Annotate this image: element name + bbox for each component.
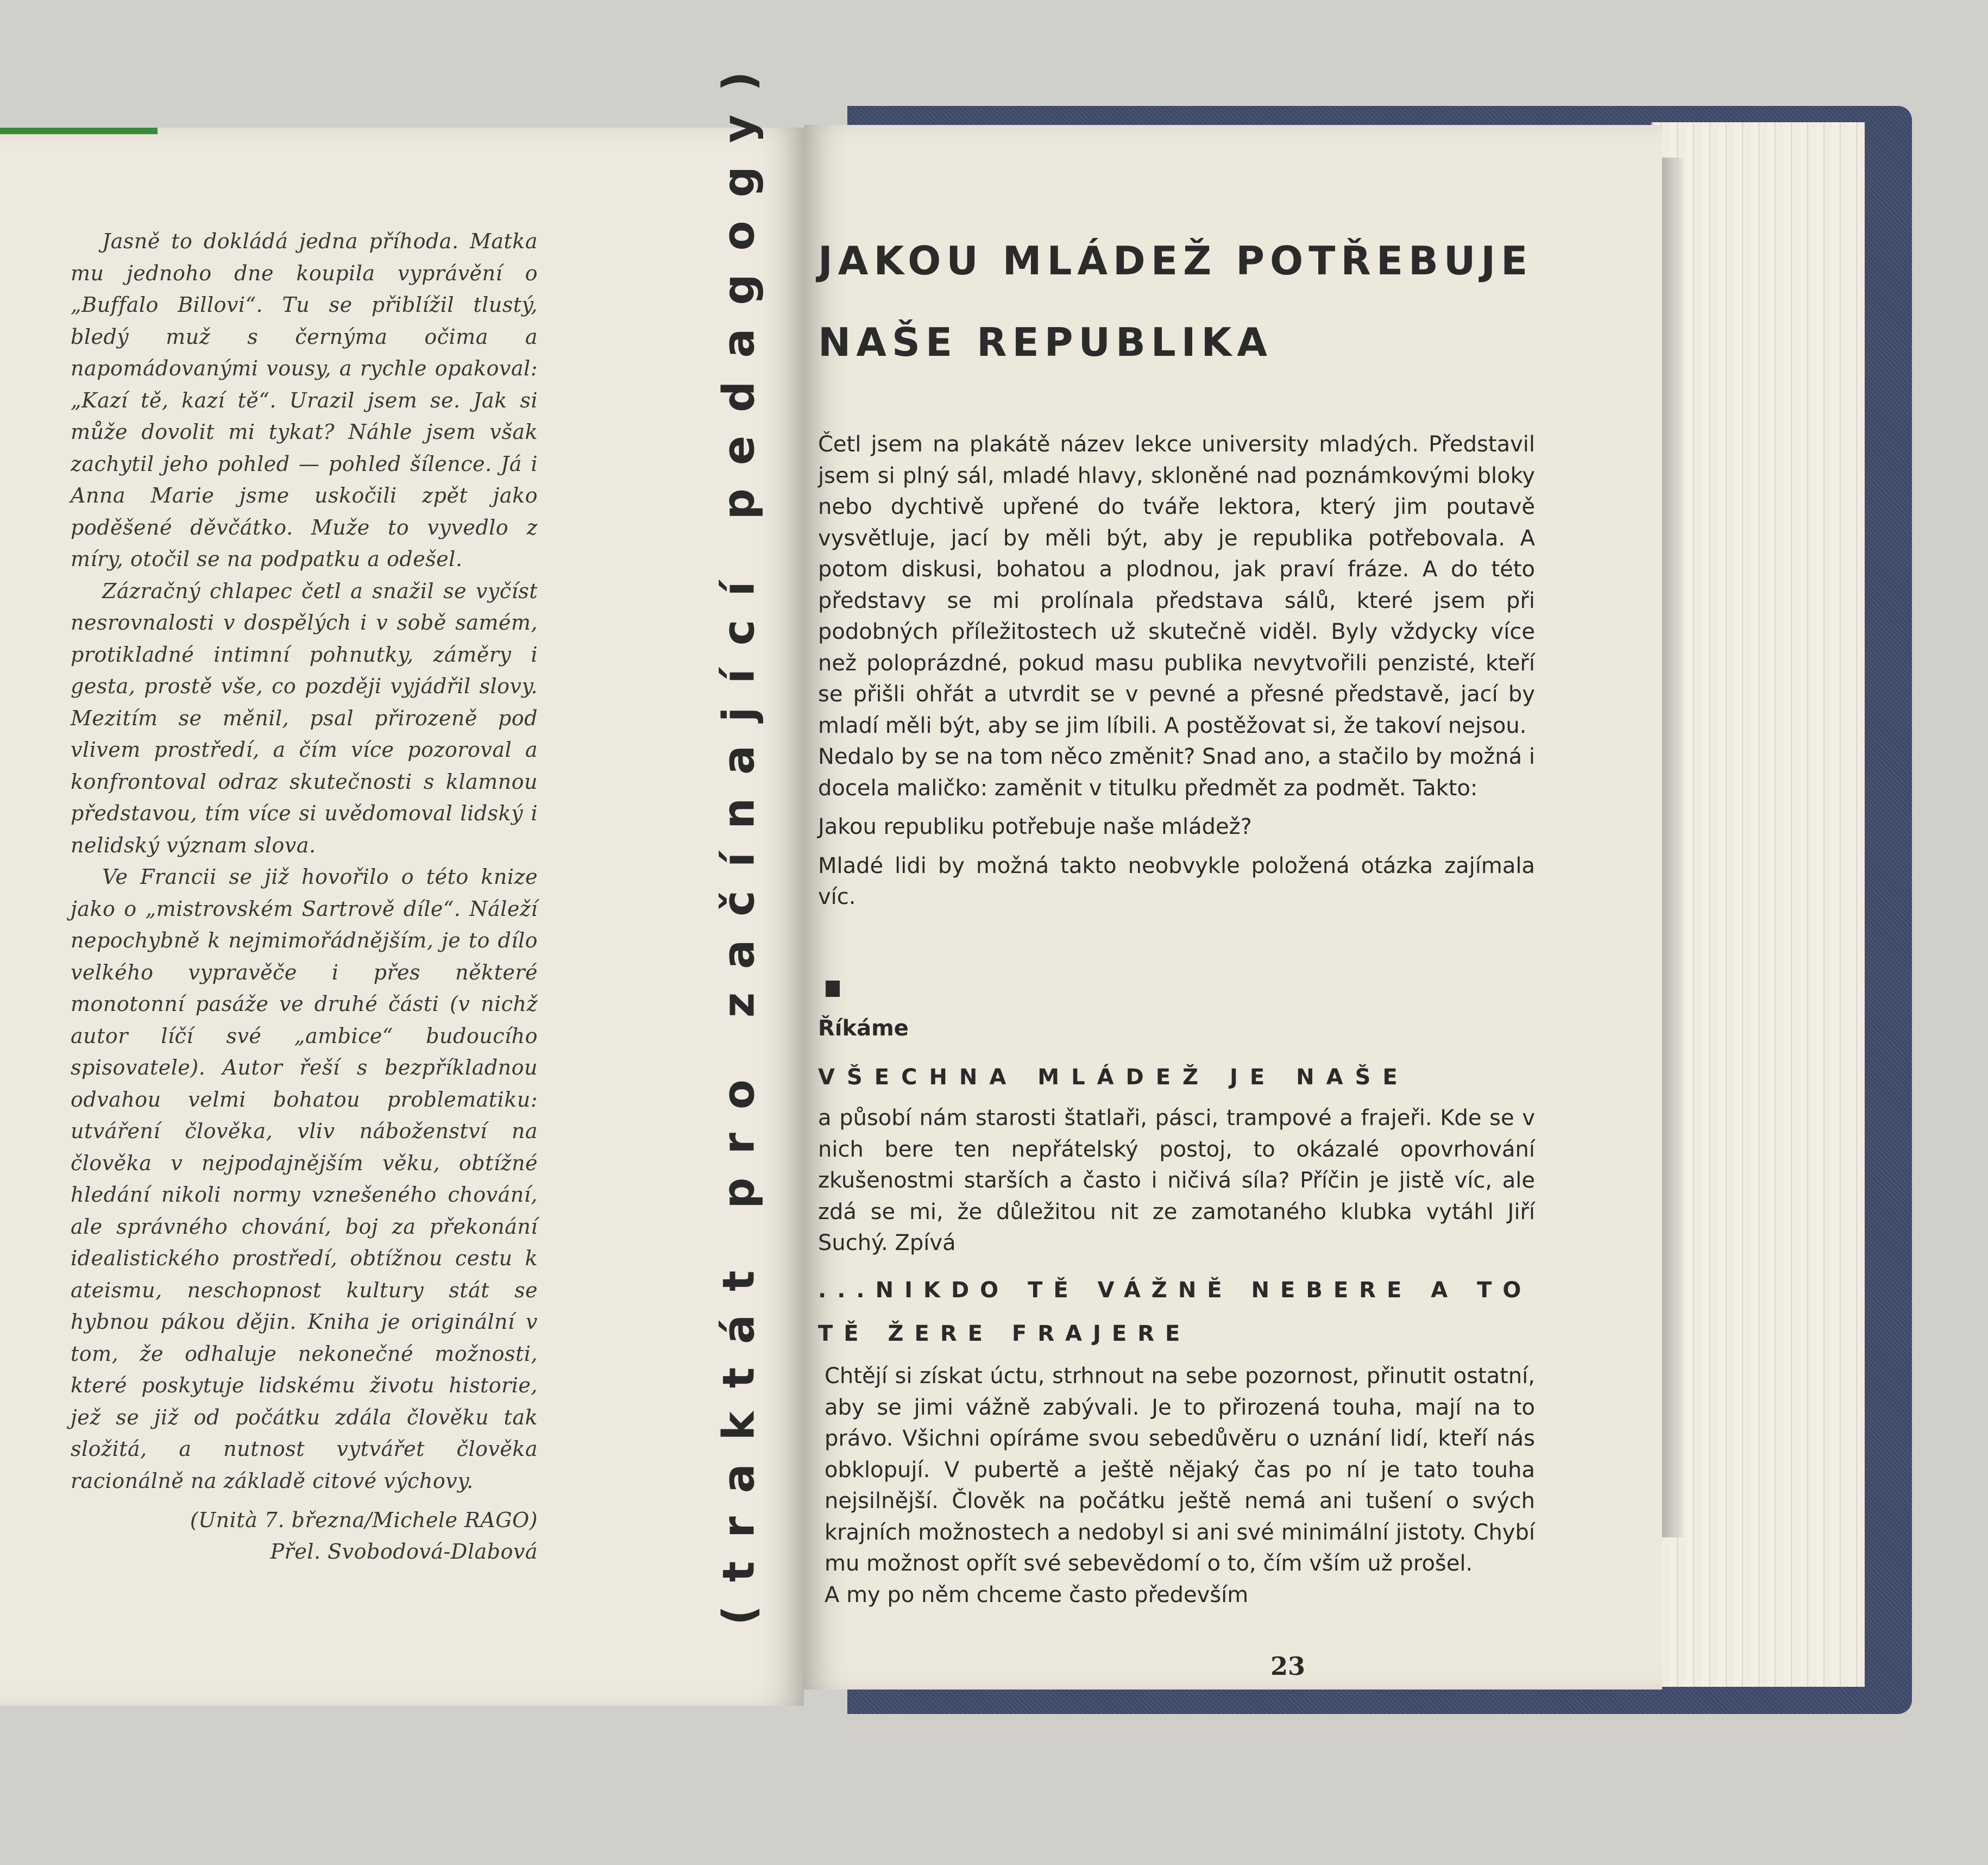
- body-paragraph: a působí nám starosti štatlaři, pásci, trampové a frajeři. Kde se v nich bere ten nepřátelský postoj, to okázalé opovrhování zkušenostmi starších a často i ničivá síla? Příčin je jistě víc, ale zdá se mi, že důležitou nit ze zamotaného klubka vytáhl Jiří Suchý. Zpívá: [818, 1106, 1535, 1255]
- left-paragraph: Jasně to dokládá jedna příhoda. Matka mu jednoho dne koupila vyprávění o „Buffalo Billovi“. Tu se přiblížil tlustý, bledý muž s černýma očima a napomádovanými vousy, a rychle opakoval: „Kazí tě, kazí tě“. Urazil jsem se. Jak si může dovolit mi tykat? Náhle jsem však zachytil jeho pohled — pohled šílence. Já i Anna Marie jsme uskočili zpět jako poděšené děvčátko. Muže to vyvedlo z míry, otočil se na podpatku a odešel.: [71, 229, 538, 571]
- left-article: [71, 225, 538, 1567]
- body-paragraph: Jakou republiku potřebuje naše mládež?: [818, 814, 1252, 839]
- body-paragraph: Mladé lidi by možná takto neobvykle položená otázka zajímala víc.: [818, 853, 1535, 909]
- body-paragraph: Nedalo by se na tom něco změnit? Snad ano, a stačilo by možná i docela maličko: zaměnit v titulku předmět za podmět. Takto:: [818, 744, 1535, 801]
- bookmark-ribbon: [0, 128, 158, 134]
- section-divider-square: [826, 981, 840, 997]
- page-number: 23: [1270, 1652, 1306, 1681]
- subheading: ...NIKDO TĚ VÁŽNĚ NEBERE A TO TĚ ŽERE FRAJERE: [818, 1278, 1532, 1346]
- headline-line: JAKOU MLÁDEŽ POTŘEBUJE: [818, 238, 1533, 284]
- intro-text: [818, 429, 1535, 913]
- body-paragraph: Chtějí si získat úctu, strhnout na sebe pozornost, přinutit ostatní, aby se jimi vážně zabývali. Je to přirozená touha, mají na to právo. Všichni opíráme svou sebedůvěru o uznání lidí, kteří nás obklopují. V pubertě a ještě nějaký čas po ní je tato touha nejsilnější. Člověk na počátku ještě nemá ani tušení o svých krajních možnostech a nedobyl si ani své minimální jistoty. Chybí mu možnost opřít své sebevědomí o to, čím vším už prošel.: [825, 1364, 1535, 1576]
- credit: [71, 1504, 538, 1567]
- body-paragraph: Četl jsem na plakátě název lekce university mladých. Představil jsem si plný sál, mladé hlavy, skloněné nad poznámkovými bloky nebo dychtivě upřené do tváře lektora, který jim poutavě vysvětluje, jací by měli být, aby je republika potřebovala. A potom diskusi, bohatou a plodnou, jak praví fráze. A do této představy se mi prolínala představa sálů, které jsem při podobných příležitostech už skutečně viděl. Byly vždycky více než poloprázdné, pokud masu publika nevytvořili penzisté, kteří se přišli ohřát a utvrdit se v pevné a přesné představě, jací by mladí měli být, aby se jim líbili. A postěžovat si, že takoví nejsou.: [818, 432, 1535, 738]
- vertical-section-title: (traktát pro začínající pedagogy): [713, 48, 764, 1625]
- section-label: Říkáme: [818, 1016, 909, 1041]
- left-paragraph: Ve Francii se již hovořilo o této knize jako o „mistrovském Sartrově díle“. Náleží nepochybně k nejmimořádnějším, je to dílo velkého vypravěče i přes některé monotonní pasáže ve druhé části (v nichž autor líčí své „ambice“ budoucího spisovatele). Autor řeší s bezpříkladnou odvahou velmi bohatou problematiku: utváření člověka, vliv náboženství na člověka v nejpodajnějším věku, obtížné hledání nikoli normy vznešeného chování, ale správného chování, boj za překonání idealistického prostředí, obtížnou cestu k ateismu, neschopnost kultury stát se hybnou pákou dějin. Kniha je originální v tom, že odhaluje nekonečné možnosti, které poskytuje lidskému životu historie, jež se již od počátku zdála člověku tak složitá, a nutnost vytvářet člověka racionálně na základě citové výchovy.: [71, 865, 538, 1493]
- subheading: VŠECHNA MLÁDEŽ JE NAŠE: [818, 1065, 1410, 1090]
- credit-translator: Přel. Svobodová-Dlabová: [270, 1540, 538, 1563]
- headline-line: NAŠE REPUBLIKA: [818, 319, 1273, 365]
- closing-text: [825, 1361, 1535, 1611]
- left-paragraph: Zázračný chlapec četl a snažil se vyčíst nesrovnalosti v dospělých i v sobě samém, protikladné intimní pohnutky, záměry i gesta, prostě vše, co později vyjádřil slovy. Mezitím se měnil, psal přirozeně pod vlivem prostředí, a čím více pozoroval a konfrontoval odraz skutečnosti s klamnou představou, tím více si uvědomoval lidský i nelidský význam slova.: [71, 579, 538, 857]
- credit-source: (Unità 7. března/Michele RAGO): [190, 1508, 538, 1532]
- page-gutter-shadow: [1662, 158, 1684, 1537]
- article-headline: [818, 220, 1557, 383]
- body-paragraph: A my po něm chceme často především: [825, 1582, 1249, 1607]
